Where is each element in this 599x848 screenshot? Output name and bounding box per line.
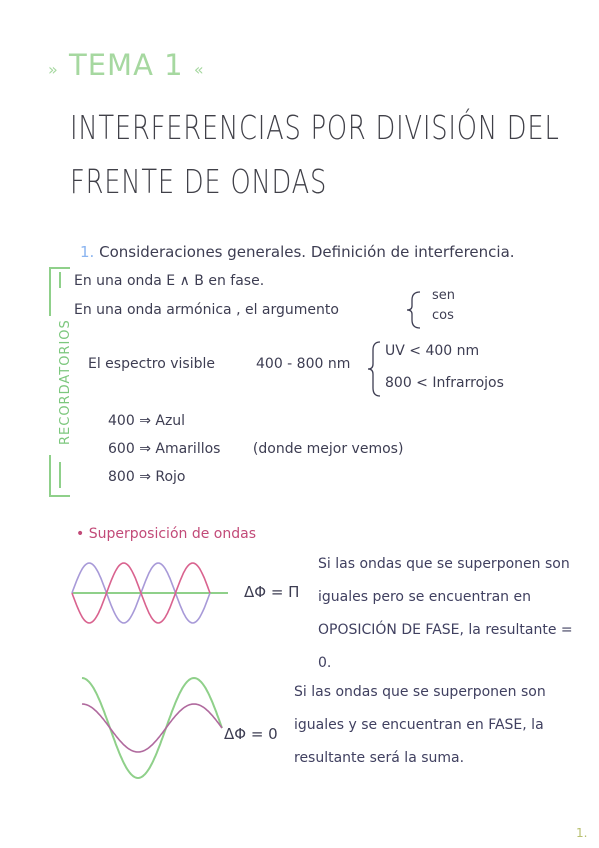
section-number: 1. <box>80 243 95 261</box>
opposite-phase-wave-diagram <box>70 556 230 630</box>
spectrum-label: El espectro visible <box>88 356 215 372</box>
reminder-line-1: En una onda E ∧ B en fase. <box>74 273 265 289</box>
arrow-icon: ⇒ <box>139 441 151 457</box>
page-number: 1. <box>576 826 588 840</box>
color-row <box>108 413 185 429</box>
spectrum-brace-icon <box>366 340 384 398</box>
color-nm: 600 <box>108 441 135 457</box>
color-nm: 800 <box>108 469 135 485</box>
color-name: Rojo <box>155 469 186 485</box>
color-note: (donde mejor vemos) <box>252 441 404 457</box>
tema-label: TEMA 1 <box>69 48 184 82</box>
tema-right-deco: « <box>193 60 205 79</box>
tema-left-deco: » <box>48 60 59 79</box>
in-phase-wave-diagram <box>72 672 232 784</box>
case1-description: Si las ondas que se superponen son iguales pero se encuentran en OPOSICIÓN DE FASE, la resultante = 0. <box>318 556 573 671</box>
trig-brace-icon <box>404 290 426 330</box>
arrow-icon: ⇒ <box>139 413 151 429</box>
superposicion-heading: • Superposición de ondas <box>76 526 256 542</box>
color-row <box>108 469 186 485</box>
page-title-line1: INTERFERENCIAS POR DIVISIÓN DEL <box>70 108 560 147</box>
section-heading-text: Consideraciones generales. Definición de interferencia. <box>99 243 515 261</box>
spectrum-range: 400 - 800 nm <box>256 356 351 372</box>
color-row <box>108 441 403 457</box>
arrow-icon: ⇒ <box>139 469 151 485</box>
wave-green-resultant <box>82 678 222 778</box>
phase-diff-zero: ΔΦ = 0 <box>224 725 278 743</box>
spectrum-note-uv: UV < 400 nm <box>385 343 480 359</box>
trig-sen: sen <box>432 288 456 303</box>
spectrum-note-ir: 800 < Infrarrojos <box>385 375 504 391</box>
trig-cos: cos <box>432 308 454 323</box>
color-nm: 400 <box>108 413 135 429</box>
color-name: Azul <box>155 413 186 429</box>
color-name: Amarillos <box>155 441 221 457</box>
phase-diff-pi: ΔΦ = Π <box>244 583 300 601</box>
case2-description: Si las ondas que se superponen son iguales y se encuentran en FASE, la resultante será la suma. <box>294 684 546 766</box>
reminder-line-2: En una onda armónica , el argumento <box>74 302 339 318</box>
recordatorios-label: RECORDATORIOS <box>58 319 73 445</box>
page-title-line2: FRENTE DE ONDAS <box>70 162 328 201</box>
